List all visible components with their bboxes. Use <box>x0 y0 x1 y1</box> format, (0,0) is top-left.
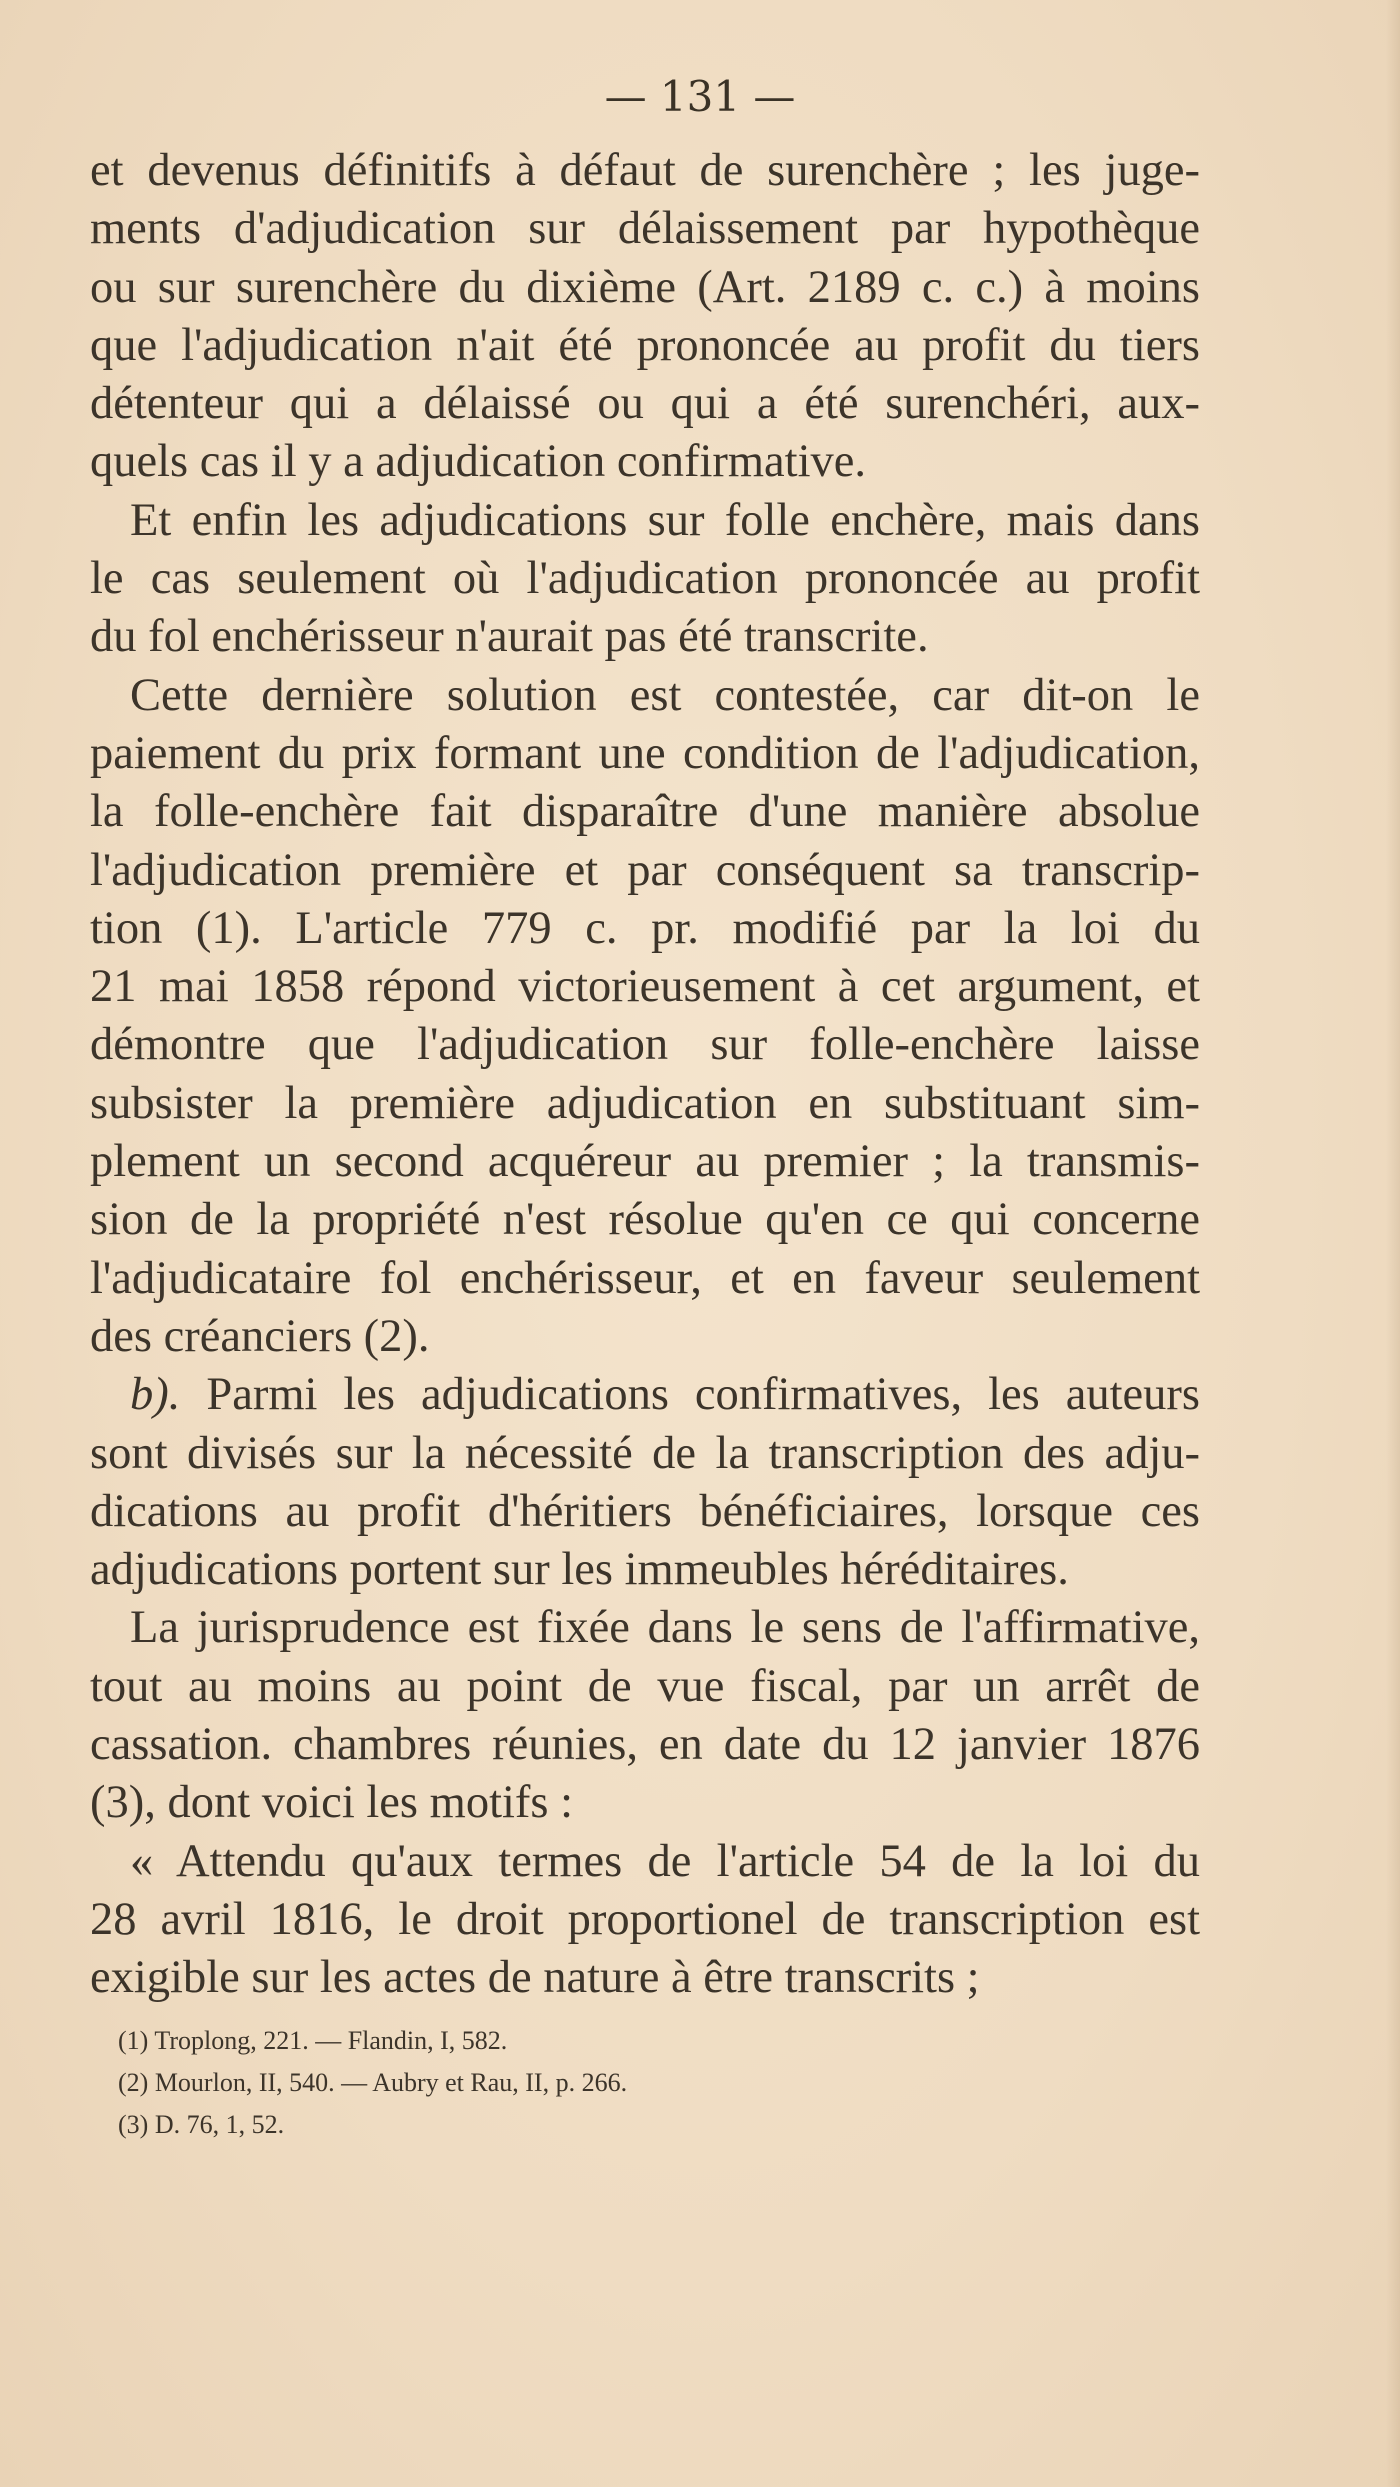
text-line: dications au profit d'héritiers bénéficiaires, lorsque ces <box>90 1485 1200 1537</box>
text-line: la folle-enchère fait disparaître d'une manière absolue <box>90 786 1200 838</box>
page-edge-shadow <box>1386 0 1400 2487</box>
paragraph-1 <box>90 142 1200 492</box>
paragraph-3 <box>90 667 1200 1367</box>
text-line: exigible sur les actes de nature à être transcrits ; <box>90 1952 980 2004</box>
text-line: l'adjudication première et par conséquent sa transcrip- <box>90 844 1200 896</box>
footnote: (2) Mourlon, II, 540. — Aubry et Rau, II, p. 266. <box>118 2068 628 2097</box>
text-line: que l'adjudication n'ait été prononcée au profit du tiers <box>90 319 1200 371</box>
text-line: sont divisés sur la nécessité de la transcription des adju- <box>90 1427 1200 1479</box>
text-line: du fol enchérisseur n'aurait pas été transcrite. <box>90 611 929 663</box>
text-line: adjudications portent sur les immeubles héréditaires. <box>90 1544 1069 1596</box>
text-line: 28 avril 1816, le droit proportionel de transcription est <box>90 1893 1200 1945</box>
text-line: b). Parmi les adjudications confirmatives, les auteurs <box>130 1369 1200 1421</box>
footnote: (1) Troplong, 221. — Flandin, I, 582. <box>118 2026 508 2055</box>
text-line: détenteur qui a délaissé ou qui a été surenchéri, aux- <box>90 378 1200 430</box>
text-line: subsister la première adjudication en substituant sim- <box>90 1077 1200 1129</box>
body-text <box>90 142 1200 2008</box>
page-number: — 131 — <box>604 72 796 121</box>
footnote: (3) D. 76, 1, 52. <box>118 2110 285 2139</box>
text-line: le cas seulement où l'adjudication prononcée au profit <box>90 553 1200 605</box>
text-line: tout au moins au point de vue fiscal, par un arrêt de <box>90 1660 1200 1712</box>
paragraph-5 <box>90 1599 1200 1832</box>
text-line: 21 mai 1858 répond victorieusement à cet argument, et <box>90 961 1200 1013</box>
text-line: des créanciers (2). <box>90 1310 430 1362</box>
paragraph-2 <box>90 492 1200 667</box>
text-line: La jurisprudence est fixée dans le sens de l'affirmative, <box>130 1602 1200 1654</box>
text-line: Et enfin les adjudications sur folle enchère, mais dans <box>130 494 1200 546</box>
text-line: cassation. chambres réunies, en date du 12 janvier 1876 <box>90 1719 1200 1771</box>
paragraph-6 <box>90 1833 1200 2008</box>
text-line: sion de la propriété n'est résolue qu'en ce qui concerne <box>90 1194 1200 1246</box>
text-line: paiement du prix formant une condition de l'adjudication, <box>90 727 1200 779</box>
text-line: Cette dernière solution est contestée, car dit-on le <box>130 669 1200 721</box>
enumeration-marker: b). <box>130 1369 181 1421</box>
footnotes <box>118 2020 1018 2146</box>
text-line: plement un second acquéreur au premier ; la transmis- <box>90 1136 1200 1188</box>
text-line: et devenus définitifs à défaut de surenchère ; les juge- <box>90 145 1200 196</box>
text-line: (3), dont voici les motifs : <box>90 1777 574 1829</box>
text-line: ou sur surenchère du dixième (Art. 2189 c. c.) à moins <box>90 261 1200 313</box>
text-line: quels cas il y a adjudication confirmative. <box>90 436 867 488</box>
text-line: « Attendu qu'aux termes de l'article 54 de la loi du <box>130 1835 1200 1887</box>
text-line: tion (1). L'article 779 c. pr. modifié par la loi du <box>90 902 1200 954</box>
text-line: démontre que l'adjudication sur folle-enchère laisse <box>90 1019 1200 1071</box>
text-line: l'adjudicataire fol enchérisseur, et en faveur seulement <box>90 1252 1200 1304</box>
text-line: ments d'adjudication sur délaissement par hypothèque <box>90 203 1200 255</box>
paragraph-4 <box>90 1366 1200 1599</box>
